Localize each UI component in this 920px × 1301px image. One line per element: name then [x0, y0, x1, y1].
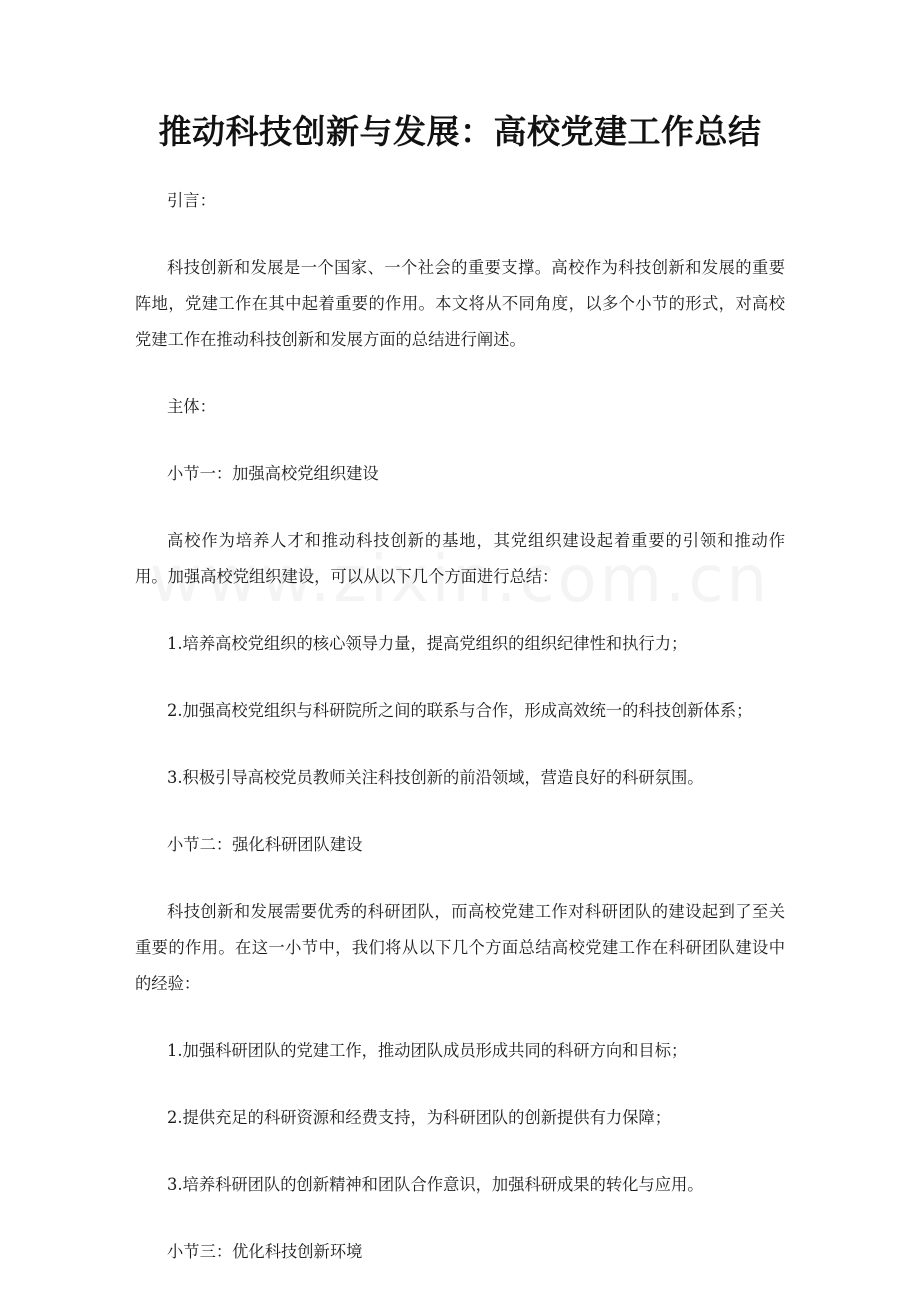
- document-body: [135, 183, 785, 1301]
- section-one-item-3: 3.积极引导高校党员教师关注科技创新的前沿领域，营造良好的科研氛围。: [167, 768, 704, 787]
- document-title: 推动科技创新与发展：高校党建工作总结: [158, 112, 762, 151]
- section-two-heading: 小节二：强化科研团队建设: [167, 835, 363, 854]
- intro-paragraph: 科技创新和发展是一个国家、一个社会的重要支撑。高校作为科技创新和发展的重要阵地，党建工作在其中起着重要的作用。本文将从不同角度，以多个小节的形式，对高校党建工作在推动科技创新和发展方面的总结进行阐述。: [135, 258, 785, 349]
- section-three-heading: 小节三：优化科技创新环境: [167, 1242, 363, 1261]
- intro-heading: 引言：: [167, 191, 216, 210]
- section-two-item-1: 1.加强科研团队的党建工作，推动团队成员形成共同的科研方向和目标；: [167, 1041, 688, 1060]
- section-one-item-1: 1.培养高校党组织的核心领导力量，提高党组织的组织纪律性和执行力；: [167, 634, 688, 653]
- section-one-item-2: 2.加强高校党组织与科研院所之间的联系与合作，形成高效统一的科技创新体系；: [167, 701, 753, 720]
- section-two-item-2: 2.提供充足的科研资源和经费支持，为科研团队的创新提供有力保障；: [167, 1108, 671, 1127]
- section-two-item-3: 3.培养科研团队的创新精神和团队合作意识，加强科研成果的转化与应用。: [167, 1175, 704, 1194]
- section-one-paragraph: 高校作为培养人才和推动科技创新的基地，其党组织建设起着重要的引领和推动作用。加强高校党组织建设，可以从以下几个方面进行总结：: [135, 531, 785, 586]
- section-one-heading: 小节一：加强高校党组织建设: [167, 464, 379, 483]
- section-two-paragraph: 科技创新和发展需要优秀的科研团队，而高校党建工作对科研团队的建设起到了至关重要的作用。在这一小节中，我们将从以下几个方面总结高校党建工作在科研团队建设中的经验：: [135, 902, 785, 993]
- main-heading: 主体：: [167, 397, 216, 416]
